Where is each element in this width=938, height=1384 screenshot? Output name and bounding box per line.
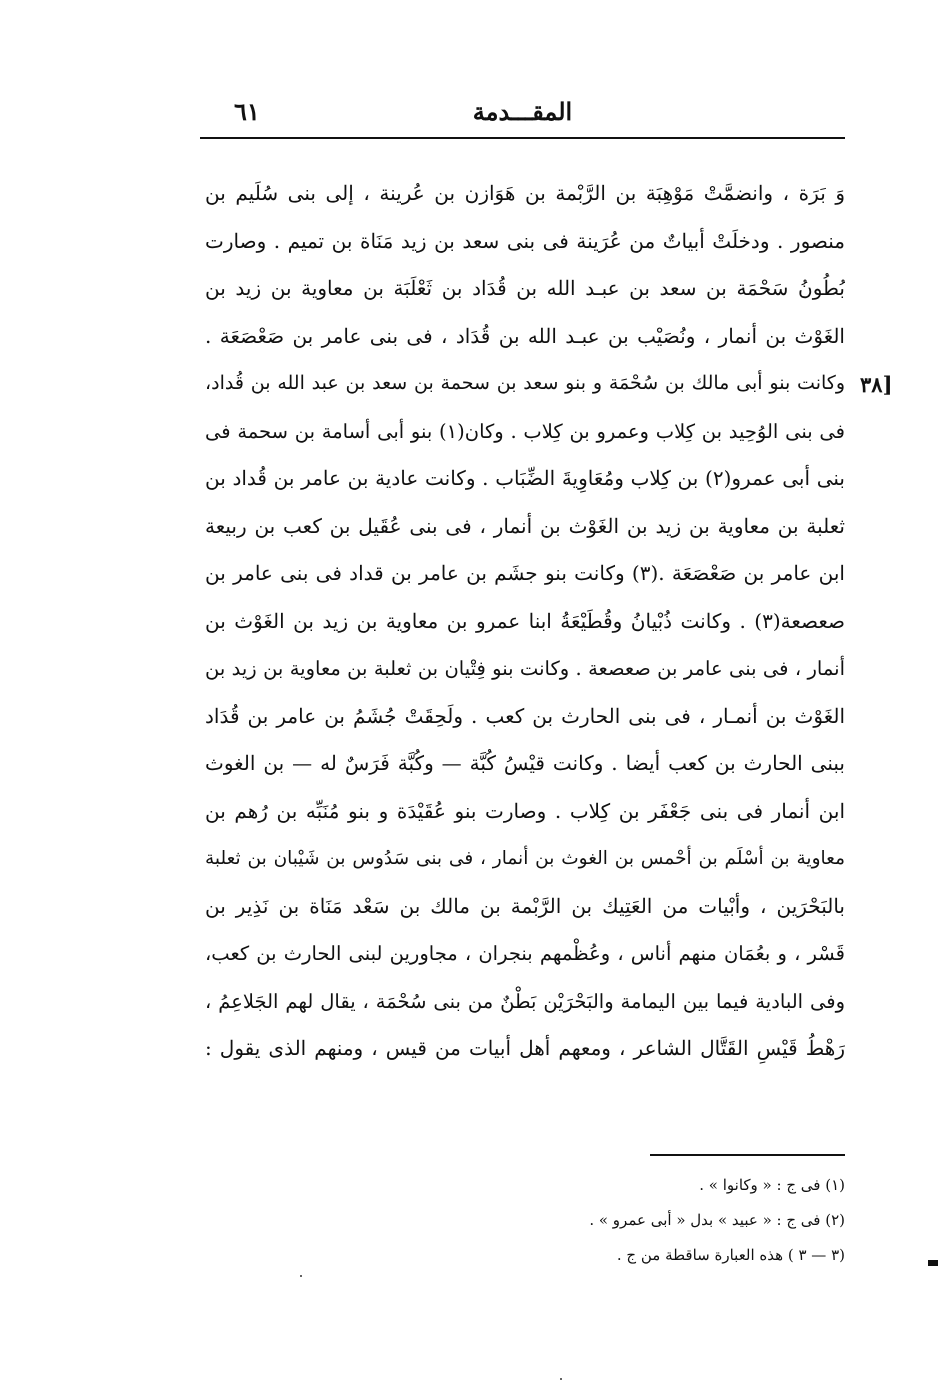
footnote-rule [650,1154,845,1156]
text-line: معاوية بن أسْلَم بن أحْمس بن الغوث بن أنمار ، فى بنى سَدُوس بن شَيْبان بن ثعلبة [205,848,845,869]
text-line: بنى أبى عمرو(٢) بن كِلاب ومُعَاوِيةَ الضِّبَاب . وكانت عادية بن عامر بن قُداد بن [205,466,845,490]
text-line: ابن عامر بن صَعْصَعَة .(٣) وكانت بنو جشَم بن عامر بن قداد فى بنى عامر بن [205,561,845,585]
text-line: بالبَحْرَين ، وأبْيات من العَتِيك بن الرَّبْمة بن مالك بن سَعْد مَنَاة بن نَذِير بن [205,893,845,918]
text-line: وفى البادية فيما بين اليمامة والبَحْرَيْن بَطْنٌ من بنى سُحْمَة ، يقال لهم الجَلاعِمُ ، [205,989,845,1013]
text-line: ثعلبة بن معاوية بن زيد بن الغَوْث بن أنمار ، فى بنى عُقَيل بن كعب بن ربيعة [205,513,845,538]
text-line: ببنى الحارث بن كعب أيضا . وكانت قيْسُ كُبَّة — وكُبَّة فَرَسٌ له — بن الغوث [205,751,845,775]
text-line: وَ بَرَة ، وانضمَّتْ مَوْهِبَة بن الرَّبْمة بن هَوَازن بن عُرينة ، إلى بنى سُلَيم بن [205,181,845,205]
scan-speck [560,1378,562,1380]
page-number: ٦١ [234,97,260,126]
footnote-3: (٣ — ٣ ) هذه العبارة ساقطة من ج . [616,1246,845,1264]
text-line: قَسْر ، و بعُمَان منهم أناس ، وعُظْمهم بنجران ، مجاورين لبنى الحارث بن كعب، [205,942,845,965]
text-line: الغَوْث بن أنمار ، ونُصَيْب بن عبـد الله بن قُدَاد ، فى بنى عامر بن صَعْصَعَة . [205,323,845,348]
text-line: رَهْطُ قَيْسِ القَتَّال الشاعر ، ومعهم أهل أبيات من قيس ، ومنهم الذى يقول : [205,1036,845,1060]
text-line: بُطُونُ سَحْمَة بن سعد بن عبـد الله بن قُدَاد بن ثَعْلَبَة بن معاوية بن زيد بن [205,276,845,300]
text-line: وكانت بنو أبى مالك بن سُحْمَة و بنو سعد بن سحمة بن سعد بن عبد الله بن قُداد، [205,372,845,394]
footnotes [440,1168,845,1273]
text-line: أنمار ، فى بنى عامر بن صعصعة . وكانت بنو فِتْيان بن ثعلبة بن معاوية بن زيد بن [205,657,845,680]
text-line: الغَوْث بن أنمـار ، فى بنى الحارث بن كعب . ولَحِقَتْ جُشَمُ بن عامر بن قُدَاد [205,703,845,728]
page-title: المقـــدمة [472,97,573,126]
body-text [205,170,845,1073]
scan-edge-mark [928,1260,938,1266]
text-line: فى بنى الوُحِيد بن كِلاب وعمرو بن كِلاب . وكان(١) بنو أبى أسامة بن سحمة فى [205,419,845,443]
header-rule [200,137,845,139]
text-line: ابن أنمار فى بنى جَعْفَر بن كِلاب . وصارت بنو عُقَيْدَة و بنو مُنَبِّه بن رُهم بن [205,798,845,823]
scan-speck [300,1275,302,1277]
footnote-2: (٢) فى ج : « عبيد » بدل « أبى عمرو » . [589,1211,845,1229]
text-line: صعصعة(٣) . وكانت ذُبْيانُ وقُطَيْعَةُ ابنا عمرو بن معاوية بن زيد بن الغَوْث بن [205,608,845,633]
margin-folio-number: [٣٨ [860,372,893,397]
running-header [200,92,845,132]
text-line: منصور . ودخلَتْ أبياتٌ من عُرَينة فى بنى سعد بن زيد مَنَاة بن تميم . وصارت [205,228,845,253]
footnote-1: (١) فى ج : « وكانوا » . [699,1176,845,1194]
